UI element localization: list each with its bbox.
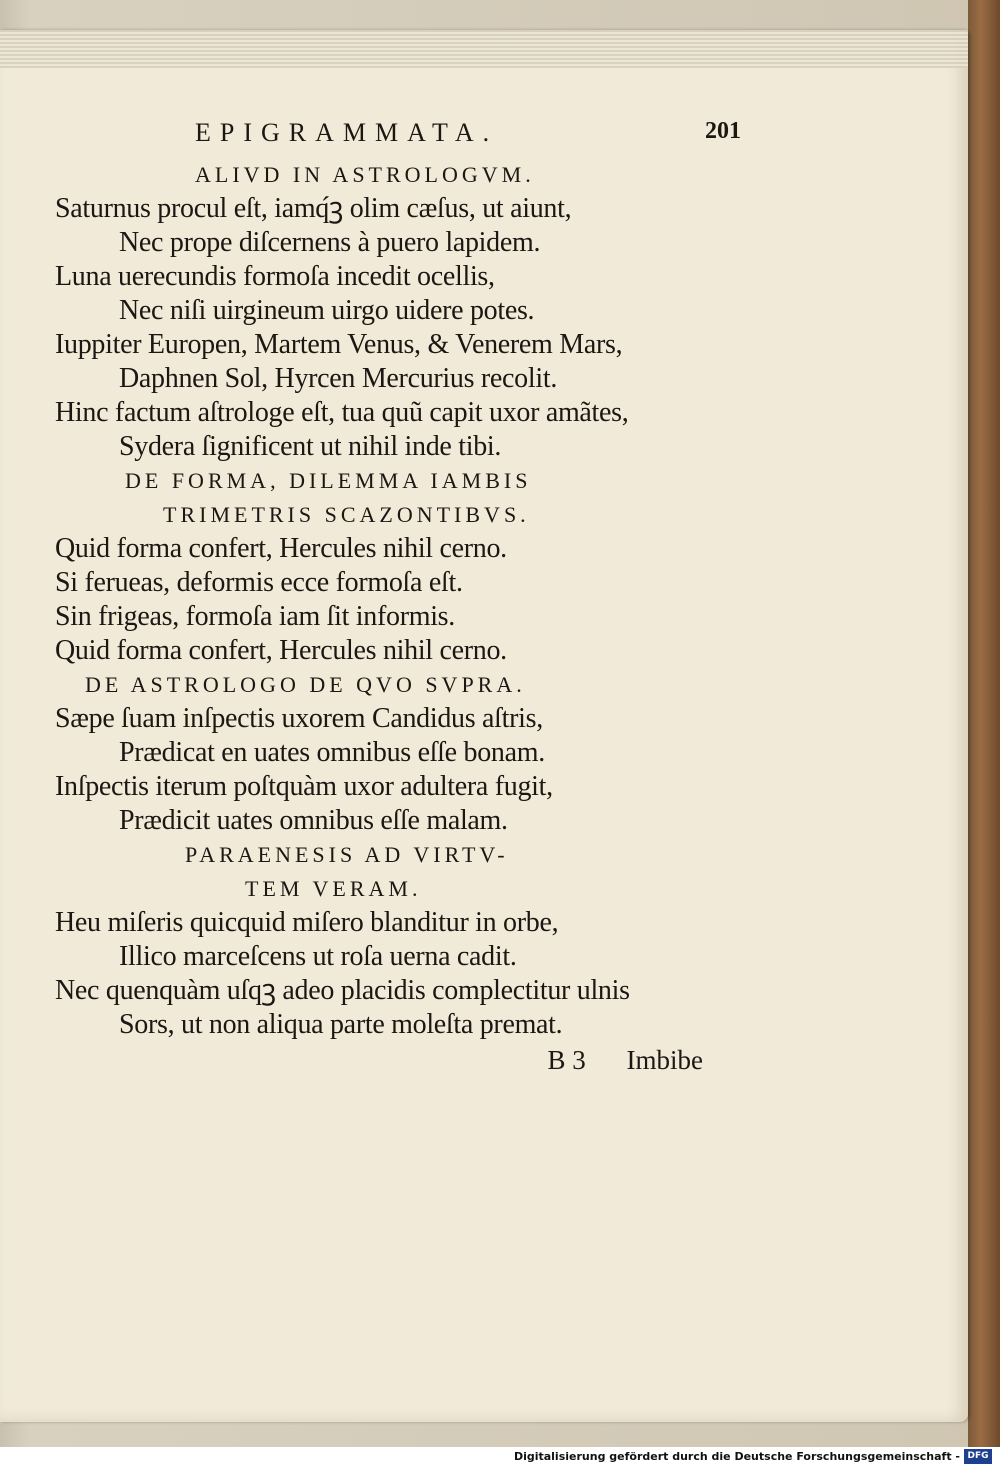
section-heading: TEM VERAM.: [245, 876, 422, 901]
verse-line: Si ferueas, deformis ecce formoſa eſt.: [55, 567, 463, 598]
verse-line: Sors, ut non aliqua parte moleſta premat.: [119, 1009, 563, 1040]
verse-line: Prædicat en uates omnibus eſſe bonam.: [119, 737, 545, 768]
verse-line: Nec niſi uirgineum uirgo uidere potes.: [119, 295, 535, 326]
section-heading: DE ASTROLOGO DE QVO SVPRA.: [85, 672, 526, 697]
verse-line: Heu miſeris quicquid miſero blanditur in orbe,: [55, 907, 559, 938]
section-heading: PARAENESIS AD VIRTV-: [185, 842, 509, 867]
catch-line: [55, 1042, 715, 1078]
verse-line: Quid forma confert, Hercules nihil cerno.: [55, 533, 507, 564]
verse-line: Nec prope diſcernens à puero lapidem.: [119, 227, 541, 258]
section-heading: ALIVD IN ASTROLOGVM.: [195, 162, 535, 187]
catchword: Imbibe: [626, 1045, 703, 1075]
verse-line: Saturnus procul eſt, iamq́ꝫ olim cæſus, ut aiunt,: [55, 193, 572, 224]
poem-section: [55, 668, 715, 838]
verse-line: Sæpe ſuam inſpectis uxorem Candidus aſtris,: [55, 703, 543, 734]
verse-line: Daphnen Sol, Hyrcen Mercurius recolit.: [119, 363, 558, 394]
section-heading: DE FORMA, DILEMMA IAMBIS: [125, 468, 532, 493]
funding-credit: Digitalisierung gefördert durch die Deutsche Forschungsgemeinschaft -: [513, 1450, 960, 1463]
verse-line: Sydera ſignificent ut nihil inde tibi.: [119, 431, 502, 462]
text-block: [55, 118, 741, 1078]
verse-line: Prædicit uates omnibus eſſe malam.: [119, 805, 508, 836]
dfg-logo: DFG: [964, 1449, 992, 1464]
poem-section: [55, 838, 715, 1042]
verse-line: Illico marceſcens ut roſa uerna cadit.: [119, 941, 517, 972]
verse-line: Hinc factum aſtrologe eſt, tua quũ capit uxor amãtes,: [55, 397, 629, 428]
verse-line: Nec quenquàm uſqꝫ adeo placidis complectitur ulnis: [55, 975, 630, 1006]
running-title: EPIGRAMMATA.: [195, 118, 499, 147]
signature-mark: B 3: [547, 1045, 586, 1075]
verse-line: Sin frigeas, formoſa iam ſit informis.: [55, 601, 455, 632]
verse-line: Quid forma confert, Hercules nihil cerno.: [55, 635, 507, 666]
poem-section: [55, 464, 715, 668]
page-top-edge: [0, 30, 968, 68]
poem-sections: [55, 158, 715, 1042]
book-page: [0, 30, 968, 1422]
book-cover-edge: [968, 0, 1000, 1447]
digitization-footer: [0, 1447, 1000, 1467]
running-head: [55, 118, 741, 158]
section-heading: TRIMETRIS SCAZONTIBVS.: [163, 502, 530, 527]
poem-section: [55, 158, 715, 464]
verse-line: Iuppiter Europen, Martem Venus, & Venerem Mars,: [55, 329, 623, 360]
verse-line: Luna uerecundis formoſa incedit ocellis,: [55, 261, 495, 292]
page-number: 201: [705, 118, 741, 144]
verse-line: Inſpectis iterum poſtquàm uxor adultera fugit,: [55, 771, 553, 802]
